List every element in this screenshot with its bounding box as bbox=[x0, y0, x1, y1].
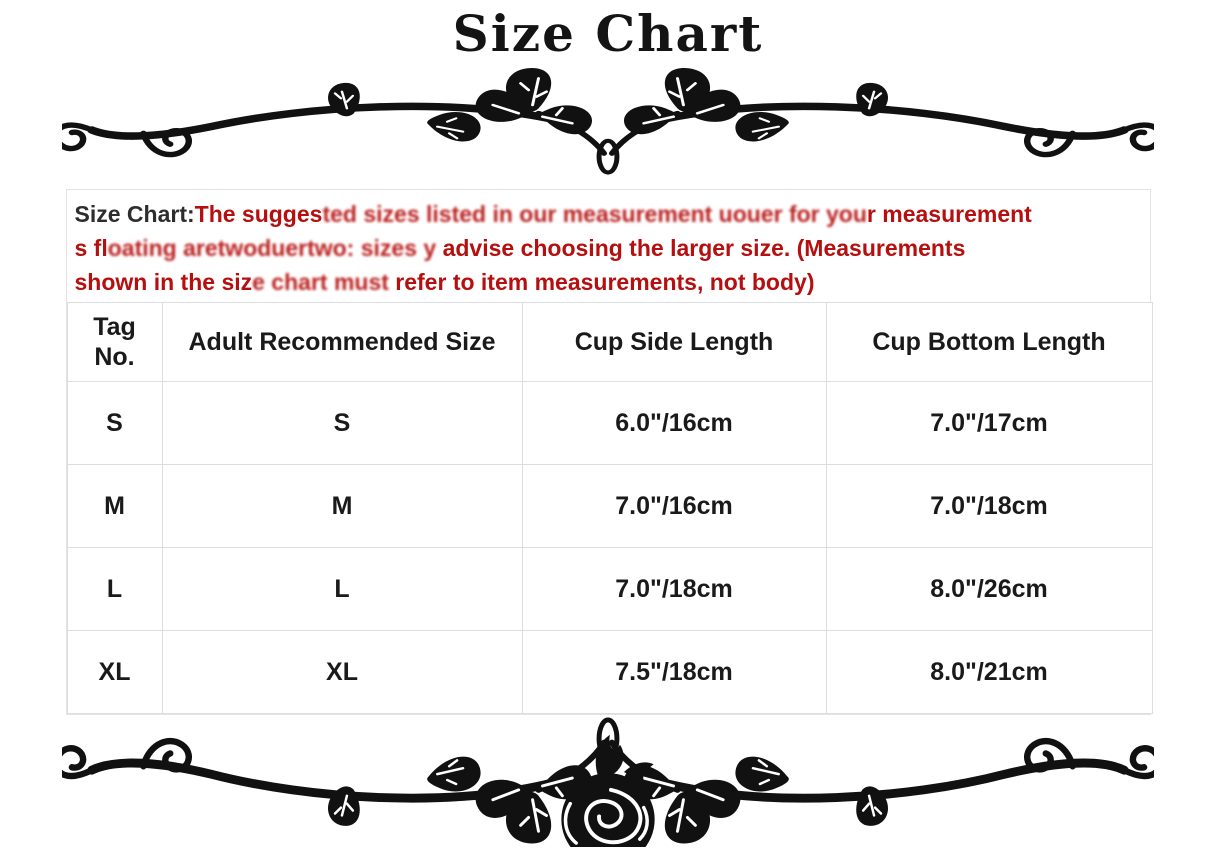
side-length-cell: 7.0"/18cm bbox=[522, 548, 826, 631]
size-cell: M bbox=[162, 465, 522, 548]
notice-text-segment: oating aretwoduertwo: sizes y bbox=[107, 235, 443, 261]
column-header-tag-no: Tag No. bbox=[67, 303, 162, 382]
notice-text-segment: e chart must bbox=[252, 269, 389, 295]
notice-text-segment: The sugges bbox=[194, 201, 323, 227]
column-header-cup-side-length: Cup Side Length bbox=[522, 303, 826, 382]
sizing-notice bbox=[67, 190, 1150, 302]
notice-line bbox=[75, 231, 1140, 265]
notice-line bbox=[75, 197, 1140, 231]
size-chart-table bbox=[67, 302, 1153, 714]
table-row bbox=[67, 631, 1152, 714]
bottom-length-cell: 7.0"/17cm bbox=[826, 382, 1152, 465]
tag-cell: L bbox=[67, 548, 162, 631]
size-chart-panel bbox=[66, 189, 1151, 715]
rose-icon bbox=[561, 735, 654, 847]
side-length-cell: 7.0"/16cm bbox=[522, 465, 826, 548]
column-header-adult-size: Adult Recommended Size bbox=[162, 303, 522, 382]
bottom-length-cell: 7.0"/18cm bbox=[826, 465, 1152, 548]
notice-text-segment: s fl bbox=[74, 235, 108, 261]
notice-text-segment: advise choosing the larger size. (Measurements bbox=[442, 235, 966, 261]
notice-text-segment: shown in the siz bbox=[74, 269, 253, 295]
notice-text-segment: refer to item measurements, not body) bbox=[388, 269, 815, 295]
tag-cell: XL bbox=[67, 631, 162, 714]
size-cell: S bbox=[162, 382, 522, 465]
side-length-cell: 6.0"/16cm bbox=[522, 382, 826, 465]
column-header-cup-bottom-length: Cup Bottom Length bbox=[826, 303, 1152, 382]
table-row bbox=[67, 465, 1152, 548]
notice-text-segment: r measurement bbox=[866, 201, 1032, 227]
bottom-length-cell: 8.0"/26cm bbox=[826, 548, 1152, 631]
floral-vine-divider-icon bbox=[62, 65, 1154, 175]
notice-text-segment: ted sizes listed in our measurement uouer for you bbox=[322, 201, 867, 227]
notice-line bbox=[75, 265, 1140, 299]
tag-cell: M bbox=[67, 465, 162, 548]
tag-cell: S bbox=[67, 382, 162, 465]
bottom-length-cell: 8.0"/21cm bbox=[826, 631, 1152, 714]
table-row bbox=[67, 382, 1152, 465]
page-title: Size Chart bbox=[452, 4, 764, 63]
floral-vine-rose-divider-icon bbox=[62, 717, 1154, 847]
size-table-body bbox=[67, 382, 1152, 714]
table-row bbox=[67, 548, 1152, 631]
size-cell: XL bbox=[162, 631, 522, 714]
size-cell: L bbox=[162, 548, 522, 631]
size-chart-page bbox=[0, 6, 1216, 854]
notice-label: Size Chart: bbox=[74, 201, 195, 227]
side-length-cell: 7.5"/18cm bbox=[522, 631, 826, 714]
table-header-row bbox=[67, 303, 1152, 382]
